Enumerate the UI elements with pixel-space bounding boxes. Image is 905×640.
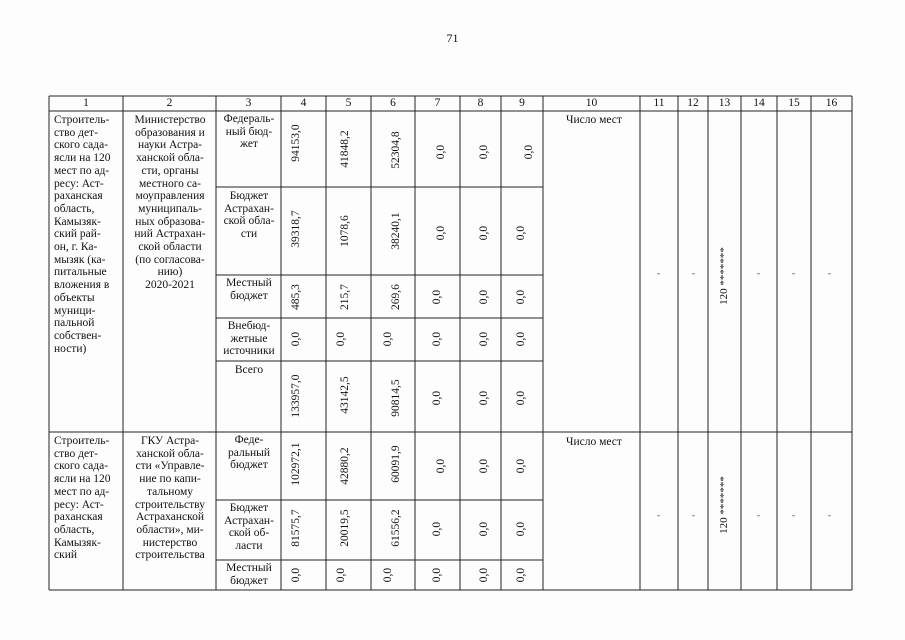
- value-cell: 1078,6: [339, 215, 351, 247]
- value-cell: 0,0: [435, 144, 447, 160]
- value-cell: 0,0: [478, 458, 490, 474]
- value-cell: 0,0: [335, 567, 347, 583]
- column-header-15: 15: [788, 97, 800, 109]
- source-name: Местный бюджет: [226, 277, 272, 302]
- value-cell: 42880,2: [339, 447, 351, 485]
- value-cell: 0,0: [515, 521, 527, 537]
- value-cell: 20019,5: [339, 509, 351, 547]
- value-cell: 102972,1: [290, 442, 302, 486]
- value-cell: 0,0: [515, 225, 527, 241]
- value-cell: 0,0: [523, 144, 535, 160]
- column-header-5: 5: [345, 97, 352, 109]
- value-cell: 0,0: [515, 289, 527, 305]
- column-header-11: 11: [653, 97, 665, 109]
- value-cell: 94153,0: [290, 124, 302, 162]
- value-cell: 81575,7: [290, 509, 302, 547]
- value-cell: 0,0: [431, 390, 443, 406]
- target-cell: -: [657, 510, 660, 520]
- value-cell: 0,0: [478, 144, 490, 160]
- target-cell: -: [828, 510, 831, 520]
- column-header-2: 2: [166, 97, 173, 109]
- value-cell: 41848,2: [339, 130, 351, 168]
- target-cell: 120 *******: [718, 476, 730, 534]
- page-number: 71: [446, 31, 459, 45]
- column-header-3: 3: [245, 97, 252, 109]
- object-name-cell: Строитель- ство дет- ского сада- ясли на 120 мест по ад- ресу: Аст- раханская область, Камызяк- ский: [54, 435, 111, 562]
- value-cell: 0,0: [515, 567, 527, 583]
- value-cell: 0,0: [515, 331, 527, 347]
- target-cell: -: [757, 268, 760, 278]
- column-header-9: 9: [519, 97, 525, 109]
- column-header-14: 14: [753, 97, 765, 109]
- value-cell: 0,0: [478, 289, 490, 305]
- value-cell: 61556,2: [390, 509, 402, 547]
- target-cell: -: [657, 268, 660, 278]
- value-cell: 0,0: [290, 331, 302, 347]
- value-cell: 0,0: [478, 567, 490, 583]
- value-cell: 0,0: [515, 390, 527, 406]
- value-cell: 0,0: [335, 331, 347, 347]
- indicator-cell: Число мест: [566, 436, 622, 448]
- value-cell: 0,0: [431, 567, 443, 583]
- target-cell: -: [692, 510, 695, 520]
- value-cell: 215,7: [339, 284, 351, 310]
- value-cell: 0,0: [382, 331, 394, 347]
- value-cell: 52304,8: [390, 131, 402, 169]
- column-header-7: 7: [434, 97, 441, 109]
- target-cell: -: [757, 510, 760, 520]
- column-header-4: 4: [300, 97, 307, 109]
- source-name: Всего: [234, 364, 264, 376]
- source-name: Бюджет Астрахан- ской обла- сти: [223, 190, 275, 241]
- value-cell: 0,0: [478, 521, 490, 537]
- column-header-10: 10: [585, 97, 598, 109]
- value-cell: 485,3: [290, 284, 302, 310]
- object-name-cell: Строитель- ство дет- ского сада- ясли на 120 мест по ад- ресу: Аст- раханская область, Камызяк- ский рай- он, г. Ка- мызяк (ка- питальные вложения в объекты муници- пальной собствен- ности): [54, 114, 111, 355]
- value-cell: 60091,9: [390, 445, 402, 483]
- source-name: Феде- ральный бюджет: [228, 434, 270, 472]
- value-cell: 133957,0: [290, 374, 302, 418]
- target-cell: -: [692, 268, 695, 278]
- target-cell: -: [828, 268, 831, 278]
- indicator-cell: Число мест: [566, 114, 622, 126]
- executor-cell: Министерство образования и науки Астра- ханской обла- сти, органы местного са- моуправления муниципаль- ных образова- ний Астрахан- ской области (по согласова- нию) 2020-2021: [134, 114, 206, 292]
- source-name: Местный бюджет: [226, 562, 272, 587]
- value-cell: 38240,1: [390, 212, 402, 250]
- value-cell: 39318,7: [290, 210, 302, 248]
- target-cell: -: [792, 510, 795, 520]
- value-cell: 90814,5: [390, 379, 402, 417]
- column-header-13: 13: [718, 97, 731, 109]
- value-cell: 269,6: [390, 284, 402, 310]
- value-cell: 0,0: [435, 225, 447, 241]
- value-cell: 0,0: [478, 390, 490, 406]
- value-cell: 0,0: [478, 225, 490, 241]
- column-header-16: 16: [825, 97, 838, 109]
- value-cell: 0,0: [515, 458, 527, 474]
- source-name: Бюджет Астрахан- ской об- ласти: [224, 502, 274, 553]
- value-cell: 0,0: [431, 521, 443, 537]
- value-cell: 0,0: [478, 331, 490, 347]
- value-cell: 0,0: [290, 567, 302, 583]
- column-header-1: 1: [83, 97, 89, 109]
- value-cell: 43142,5: [339, 376, 351, 414]
- value-cell: 0,0: [435, 458, 447, 474]
- source-name: Внебюд- жетные источники: [223, 320, 275, 358]
- target-cell: 120 *******: [718, 247, 730, 305]
- source-name: Федераль- ный бюд- жет: [223, 113, 275, 151]
- target-cell: -: [792, 268, 795, 278]
- executor-cell: ГКУ Астра- ханской обла- сти «Управле- ние по капи- тальному строительству Астраханской области», ми- нистерство строительства: [135, 435, 205, 562]
- column-header-6: 6: [390, 97, 396, 109]
- value-cell: 0,0: [431, 289, 443, 305]
- value-cell: 0,0: [431, 331, 443, 347]
- value-cell: 0,0: [382, 567, 394, 583]
- column-header-8: 8: [477, 97, 484, 109]
- column-header-12: 12: [687, 97, 699, 109]
